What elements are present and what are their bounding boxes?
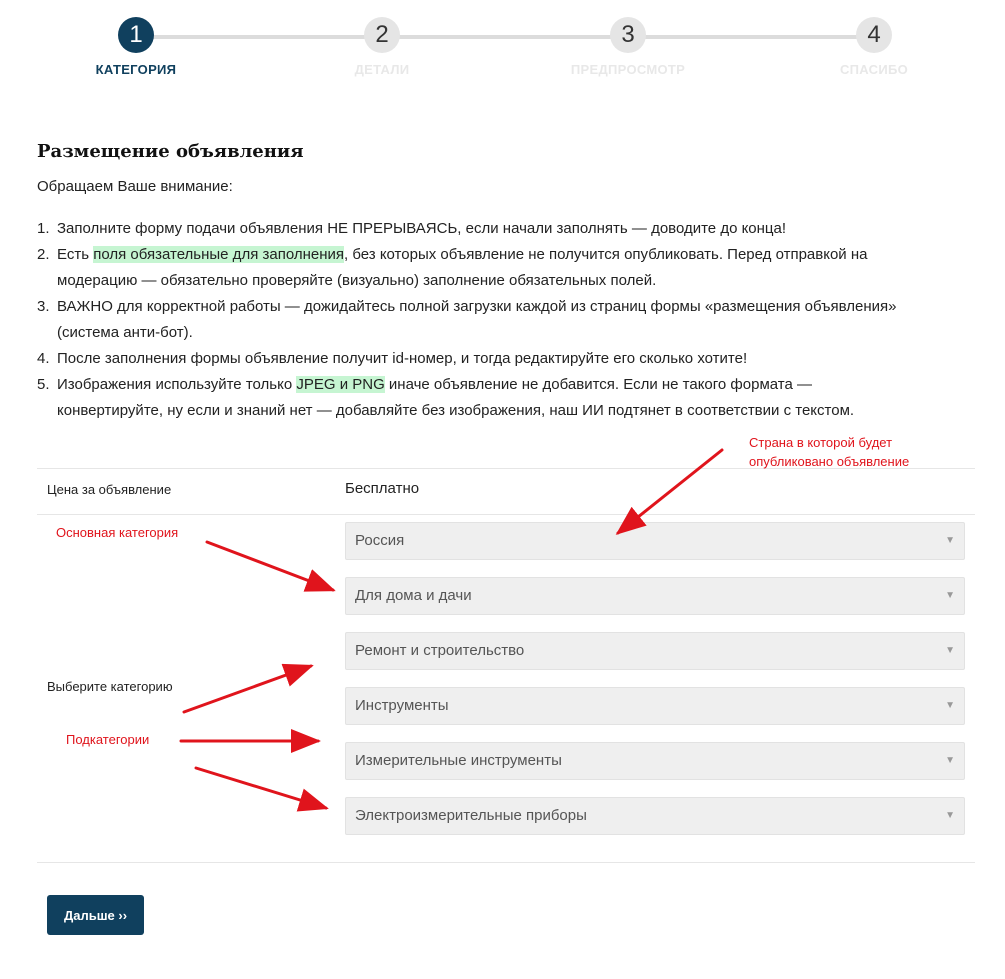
price-value: Бесплатно	[345, 480, 420, 497]
rule-text: Заполните форму подачи объявления НЕ ПРЕРЫВАЯСЬ, если начали заполнять — доводите до конца!	[57, 220, 787, 237]
next-button[interactable]: Дальше ››	[47, 895, 144, 935]
page-title: Размещение объявления	[37, 141, 304, 162]
subcategory-2-select[interactable]	[345, 687, 965, 725]
rules-list	[37, 216, 987, 424]
country-select[interactable]	[345, 522, 965, 560]
step-thanks	[774, 17, 974, 77]
list-number: 1.	[37, 220, 50, 237]
step-label: ДЕТАЛИ	[354, 62, 410, 77]
annotation-main-category: Основная категория	[56, 525, 179, 540]
rule-text: После заполнения формы объявление получит id-номер, и тогда редактируйте его сколько хотите!	[57, 350, 748, 367]
subcategory-4-select[interactable]	[345, 797, 965, 835]
list-number: 3.	[37, 298, 50, 315]
intro-text: Обращаем Ваше внимание:	[37, 178, 233, 195]
category-label: Выберите категорию	[47, 679, 173, 694]
arrow	[618, 450, 722, 533]
rule-text: ВАЖНО для корректной работы — дожидайтесь полной загрузки каждой из страниц формы «размещения объявления»	[57, 298, 897, 315]
main-category-select[interactable]	[345, 577, 965, 615]
select-value: Ремонт и строительство	[355, 642, 525, 659]
annotation-line: Страна в которой будет	[749, 435, 893, 450]
rule-text: модерацию — обязательно проверяйте (визуально) заполнение обязательных полей.	[57, 272, 657, 289]
caret-down-icon: ▼	[945, 700, 955, 711]
list-number: 4.	[37, 350, 50, 367]
step-details	[282, 17, 482, 77]
highlighted-text: поля обязательные для заполнения	[93, 246, 344, 263]
list-item	[37, 346, 987, 372]
divider	[37, 862, 975, 863]
stepper-line	[136, 35, 874, 39]
highlighted-text: JPEG и PNG	[296, 376, 385, 393]
arrow	[196, 768, 326, 808]
list-item	[37, 372, 987, 424]
rule-text: Изображения используйте только	[57, 376, 297, 393]
step-label: КАТЕГОРИЯ	[95, 62, 177, 77]
caret-down-icon: ▼	[945, 755, 955, 766]
list-number: 2.	[37, 246, 50, 263]
list-item	[37, 242, 987, 294]
list-number: 5.	[37, 376, 50, 393]
caret-down-icon: ▼	[945, 645, 955, 656]
select-value: Электроизмерительные приборы	[355, 807, 587, 824]
step-number: 3	[610, 17, 646, 53]
subcategory-3-select[interactable]	[345, 742, 965, 780]
progress-stepper	[0, 0, 1005, 100]
subcategory-1-select[interactable]	[345, 632, 965, 670]
step-preview	[528, 17, 728, 77]
rule-text: , без которых объявление не получится опубликовать. Перед отправкой на	[344, 246, 868, 263]
select-value: Для дома и дачи	[355, 587, 472, 604]
annotation-line: опубликовано объявление	[749, 454, 910, 469]
annotation-country	[749, 433, 909, 471]
rule-text: конвертируйте, ну если и знаний нет — добавляйте без изображения, наш ИИ подтянет в соответствии с текстом.	[57, 402, 855, 419]
caret-down-icon: ▼	[945, 535, 955, 546]
annotation-subcategories: Подкатегории	[66, 732, 150, 747]
step-number: 1	[118, 17, 154, 53]
select-value: Инструменты	[355, 697, 449, 714]
list-item	[37, 294, 987, 346]
caret-down-icon: ▼	[945, 810, 955, 821]
arrow	[184, 666, 311, 712]
price-label: Цена за объявление	[47, 482, 172, 497]
divider	[37, 514, 975, 515]
rule-text: Есть	[57, 246, 94, 263]
list-item	[37, 216, 987, 242]
step-number: 2	[364, 17, 400, 53]
arrow	[207, 542, 333, 590]
step-label: ПРЕДПРОСМОТР	[570, 62, 686, 77]
rule-text: (система анти-бот).	[57, 324, 193, 341]
step-number: 4	[856, 17, 892, 53]
step-category	[36, 17, 236, 77]
select-value: Россия	[355, 532, 405, 549]
rule-text: иначе объявление не добавится. Если не такого формата —	[384, 376, 812, 393]
select-value: Измерительные инструменты	[355, 752, 562, 769]
caret-down-icon: ▼	[945, 590, 955, 601]
step-label: СПАСИБО	[839, 62, 909, 77]
